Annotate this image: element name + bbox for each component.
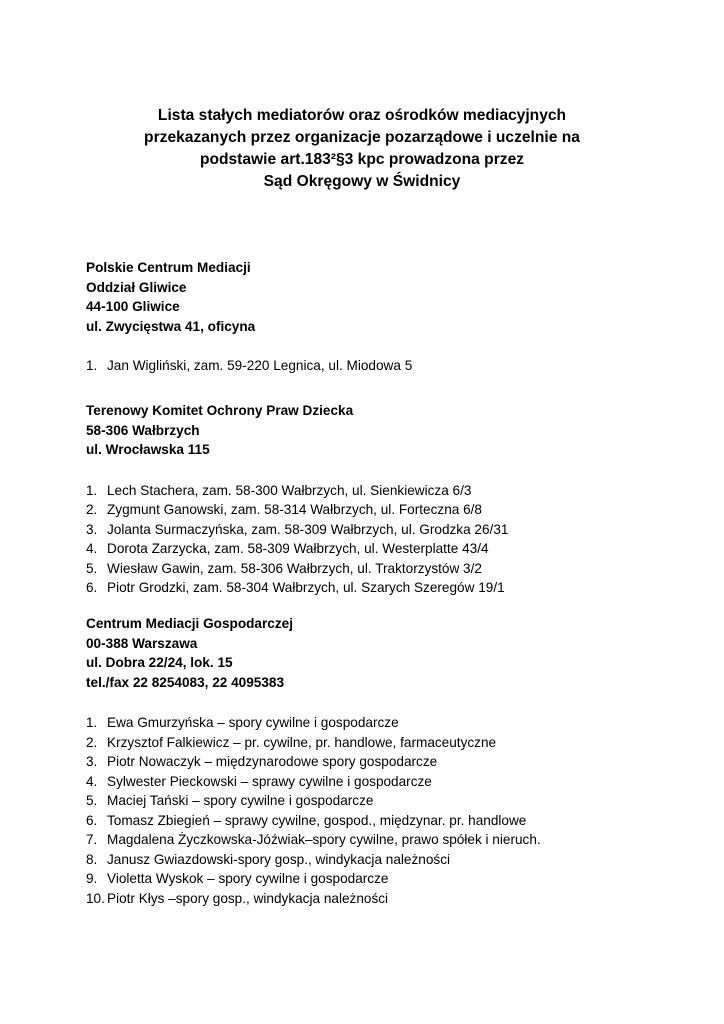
list-item-text: Piotr Nowaczyk – międzynarodowe spory gospodarcze [107, 754, 438, 769]
list-item-number: 5. [86, 560, 98, 576]
organization-header [86, 614, 686, 692]
list-item [86, 356, 686, 376]
list-item-number: 3. [86, 754, 98, 769]
document-title [62, 105, 662, 193]
list-item-number: 7. [86, 832, 98, 847]
list-item-number: 8. [86, 851, 98, 867]
list-item [86, 733, 686, 753]
list-item-text: Jolanta Surmaczyńska, zam. 58-309 Wałbrzych, ul. Grodzka 26/31 [107, 521, 509, 537]
list-item-number: 10. [86, 890, 105, 906]
list-item-text: Piotr Kłys –spory gosp., windykacja należności [107, 890, 389, 906]
list-item-text: Ewa Gmurzyńska – spory cywilne i gospodarcze [107, 715, 399, 730]
list-item [86, 772, 686, 792]
organization-section-polskie-centrum-mediacji [86, 258, 686, 376]
list-item-text: Violetta Wyskok – spory cywilne i gospodarcze [107, 871, 389, 886]
organization-postal-city: 44-100 Gliwice [86, 299, 180, 314]
organization-postal-city: 00-388 Warszawa [86, 635, 198, 651]
list-item [86, 539, 686, 559]
list-item-text: Maciej Tański – spory cywilne i gospodarcze [107, 793, 374, 808]
title-line: przekazanych przez organizacje pozarządowe i uczelnie na [144, 129, 580, 146]
list-item-number: 1. [86, 482, 98, 498]
list-item-number: 4. [86, 773, 98, 789]
list-item [86, 481, 686, 501]
list-item-text: Janusz Gwiazdowski-spory gosp., windykacja należności [107, 851, 451, 867]
list-item [86, 889, 686, 909]
mediator-list [86, 356, 686, 376]
list-item-text: Piotr Grodzki, zam. 58-304 Wałbrzych, ul. Szarych Szeregów 19/1 [107, 580, 505, 595]
list-item-text: Sylwester Pieckowski – sprawy cywilne i gospodarcze [107, 773, 432, 789]
list-item [86, 752, 686, 772]
list-item-text: Tomasz Zbiegień – sprawy cywilne, gospod., międzynar. pr. handlowe [107, 812, 527, 828]
list-item [86, 869, 686, 889]
list-item-number: 4. [86, 541, 98, 556]
list-item [86, 713, 686, 733]
list-item-text: Magdalena Życzkowska-Jóźwiak–spory cywilne, prawo spółek i nieruch. [107, 832, 541, 847]
list-item [86, 850, 686, 870]
list-item-number: 6. [86, 580, 98, 595]
organization-street: ul. Zwycięstwa 41, oficyna [86, 318, 256, 334]
list-item-number: 9. [86, 871, 98, 886]
list-item-number: 1. [86, 358, 98, 373]
list-item-text: Dorota Zarzycka, zam. 58-309 Wałbrzych, ul. Westerplatte 43/4 [107, 541, 489, 556]
list-item-number: 2. [86, 734, 98, 750]
mediator-list [86, 481, 686, 598]
title-line: Lista stałych mediatorów oraz ośrodków mediacyjnych [157, 107, 567, 124]
list-item-number: 6. [86, 812, 98, 828]
list-item-number: 2. [86, 502, 98, 517]
title-line: Sąd Okręgowy w Świdnicy [263, 173, 461, 190]
list-item [86, 559, 686, 579]
list-item [86, 578, 686, 598]
organization-street: ul. Dobra 22/24, lok. 15 [86, 655, 233, 670]
list-item-text: Zygmunt Ganowski, zam. 58-314 Wałbrzych, ul. Forteczna 6/8 [107, 502, 482, 517]
organization-postal-city: 58-306 Wałbrzych [86, 422, 200, 438]
list-item-number: 3. [86, 521, 98, 537]
organization-name: Polskie Centrum Mediacji [86, 260, 251, 275]
organization-phone-fax: tel./fax 22 8254083, 22 4095383 [86, 674, 285, 690]
list-item-text: Jan Wigliński, zam. 59-220 Legnica, ul. Miodowa 5 [107, 358, 413, 373]
organization-name: Terenowy Komitet Ochrony Praw Dziecka [86, 403, 354, 418]
list-item-text: Wiesław Gawin, zam. 58-306 Wałbrzych, ul. Traktorzystów 3/2 [107, 560, 482, 576]
organization-section-terenowy-komitet [86, 401, 686, 598]
organization-street: ul. Wrocławska 115 [86, 442, 210, 457]
list-item [86, 791, 686, 811]
list-item-number: 5. [86, 793, 98, 808]
list-item [86, 811, 686, 831]
organization-branch: Oddział Gliwice [86, 279, 187, 295]
list-item-text: Lech Stachera, zam. 58-300 Wałbrzych, ul. Sienkiewicza 6/3 [107, 482, 472, 498]
organization-name: Centrum Mediacji Gospodarczej [86, 616, 293, 631]
organization-header [86, 258, 686, 336]
mediator-list [86, 713, 686, 908]
list-item [86, 520, 686, 540]
list-item-text: Krzysztof Falkiewicz – pr. cywilne, pr. handlowe, farmaceutyczne [107, 734, 497, 750]
title-line: podstawie art.183²§3 kpc prowadzona przez [199, 151, 525, 168]
organization-header [86, 401, 686, 460]
list-item-number: 1. [86, 715, 98, 730]
organization-section-centrum-mediacji-gospodarczej [86, 614, 686, 908]
list-item [86, 830, 686, 850]
list-item [86, 500, 686, 520]
